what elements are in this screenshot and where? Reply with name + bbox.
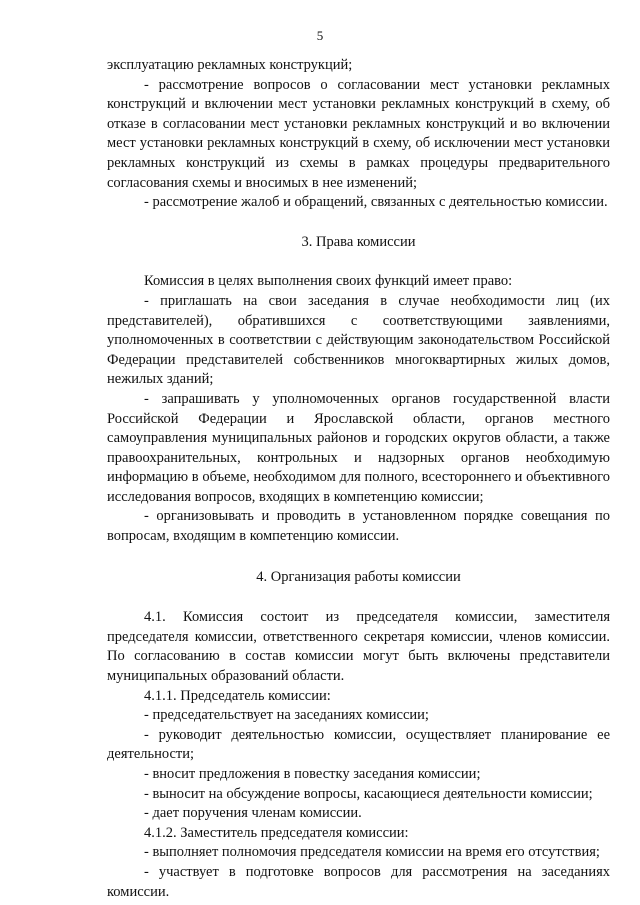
section-3-intro: Комиссия в целях выполнения своих функций имеет право: xyxy=(144,273,513,290)
document-body xyxy=(107,56,610,902)
page-number: 5 xyxy=(316,28,324,43)
section-3-heading: 3. Права комиссии xyxy=(301,233,416,250)
chair-duty-item: - председательствует на заседаниях комиссии; xyxy=(144,707,429,724)
chair-duty-item: - вносит предложения в повестку заседания комиссии; xyxy=(144,766,481,782)
paragraph-placement-approval: - рассмотрение вопросов о согласовании мест установки рекламных конструкций и включении мест установки рекламных конструкций в схему, об отказе в согласовании мест установки рекламных конструкций и во включении мест установки рекламных конструкций в схему, об исключении мест установки рекламных конструкций из схемы в рамках процедуры предварительного согласования схемы и вносимых в нее изменений; xyxy=(107,76,610,191)
paragraph-complaints: - рассмотрение жалоб и обращений, связанных с деятельностью комиссии. xyxy=(144,194,608,211)
deputy-duty-item: - выполняет полномочия председателя комиссии на время его отсутствия; xyxy=(144,844,600,861)
chair-duty-item: - дает поручения членам комиссии. xyxy=(144,805,362,822)
clause-4-1: 4.1. Комиссия состоит из председателя комиссии, заместителя председателя комиссии, ответственного секретаря комиссии, членов комиссии. По согласованию в состав комиссии могут быть включены представители муниципальных образований области. xyxy=(107,609,610,685)
section-3-item-request: - запрашивать у уполномоченных органов государственной власти Российской Федерации и Ярославской области, органов местного самоуправления муниципальных районов и городских округов области, а также правоохранительных, контрольных и надзорных органов необходимую информацию в объеме, необходимом для полного, всестороннего и объективного исследования вопросов, входящих в компетенцию комиссии; xyxy=(107,390,610,505)
deputy-duty-item: - участвует в подготовке вопросов для рассмотрения на заседаниях комиссии. xyxy=(107,863,610,900)
section-3-item-invite: - приглашать на свои заседания в случае необходимости лиц (их представителей), обратившихся с соответствующими заявлениями, уполномоченных в соответствии с действующим законодательством Российской Федерации представителей собственников многоквартирных жилых домов, нежилых зданий; xyxy=(107,292,610,388)
paragraph-continuation: эксплуатацию рекламных конструкций; xyxy=(107,57,353,73)
section-4-heading: 4. Организация работы комиссии xyxy=(256,568,461,585)
section-3-item-meetings: - организовывать и проводить в установленном порядке совещания по вопросам, входящим в компетенцию комиссии. xyxy=(107,508,610,545)
chair-duty-item: - выносит на обсуждение вопросы, касающиеся деятельности комиссии; xyxy=(144,785,593,802)
clause-4-1-1-title: 4.1.1. Председатель комиссии: xyxy=(144,687,331,704)
clause-4-1-2-title: 4.1.2. Заместитель председателя комиссии: xyxy=(144,824,409,841)
chair-duty-item: - руководит деятельностью комиссии, осуществляет планирование ее деятельности; xyxy=(107,726,610,763)
